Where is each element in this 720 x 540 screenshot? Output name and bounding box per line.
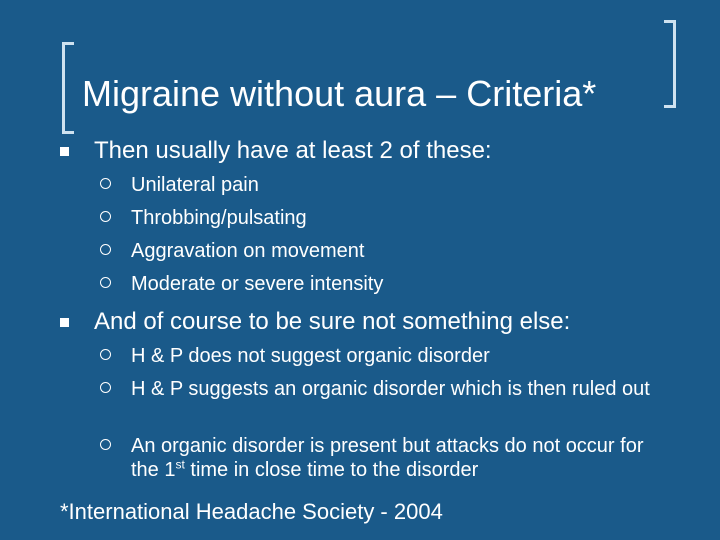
circle-bullet-icon (100, 382, 111, 393)
circle-bullet-icon (100, 178, 111, 189)
list-item-text-part: An organic disorder is present but attacks do not occur for the 1 (131, 435, 644, 481)
list-item-text: Throbbing/pulsating (131, 207, 307, 229)
bullet-heading: And of course to be sure not something else: (94, 308, 571, 335)
superscript: st (175, 457, 185, 472)
list-item-text: H & P does not suggest organic disorder (131, 345, 490, 367)
circle-bullet-icon (100, 277, 111, 288)
circle-bullet-icon (100, 211, 111, 222)
list-item-text: Moderate or severe intensity (131, 273, 384, 295)
circle-bullet-icon (100, 349, 111, 360)
square-bullet-icon (60, 318, 69, 327)
source-footnote: *International Headache Society - 2004 (60, 499, 443, 524)
list-item-text: Aggravation on movement (131, 240, 365, 262)
list-item-text: H & P suggests an organic disorder which is then ruled out (131, 378, 650, 400)
list-item-text: Unilateral pain (131, 174, 259, 196)
slide-title: Migraine without aura – Criteria* (82, 73, 597, 114)
square-bullet-icon (60, 147, 69, 156)
circle-bullet-icon (100, 244, 111, 255)
title-bracket-left (62, 42, 74, 134)
bullet-heading: Then usually have at least 2 of these: (94, 137, 492, 164)
list-item-text-part: time in close time to the disorder (184, 459, 479, 481)
list-item-text (131, 434, 661, 482)
title-bracket-right (664, 20, 676, 108)
circle-bullet-icon (100, 439, 111, 450)
